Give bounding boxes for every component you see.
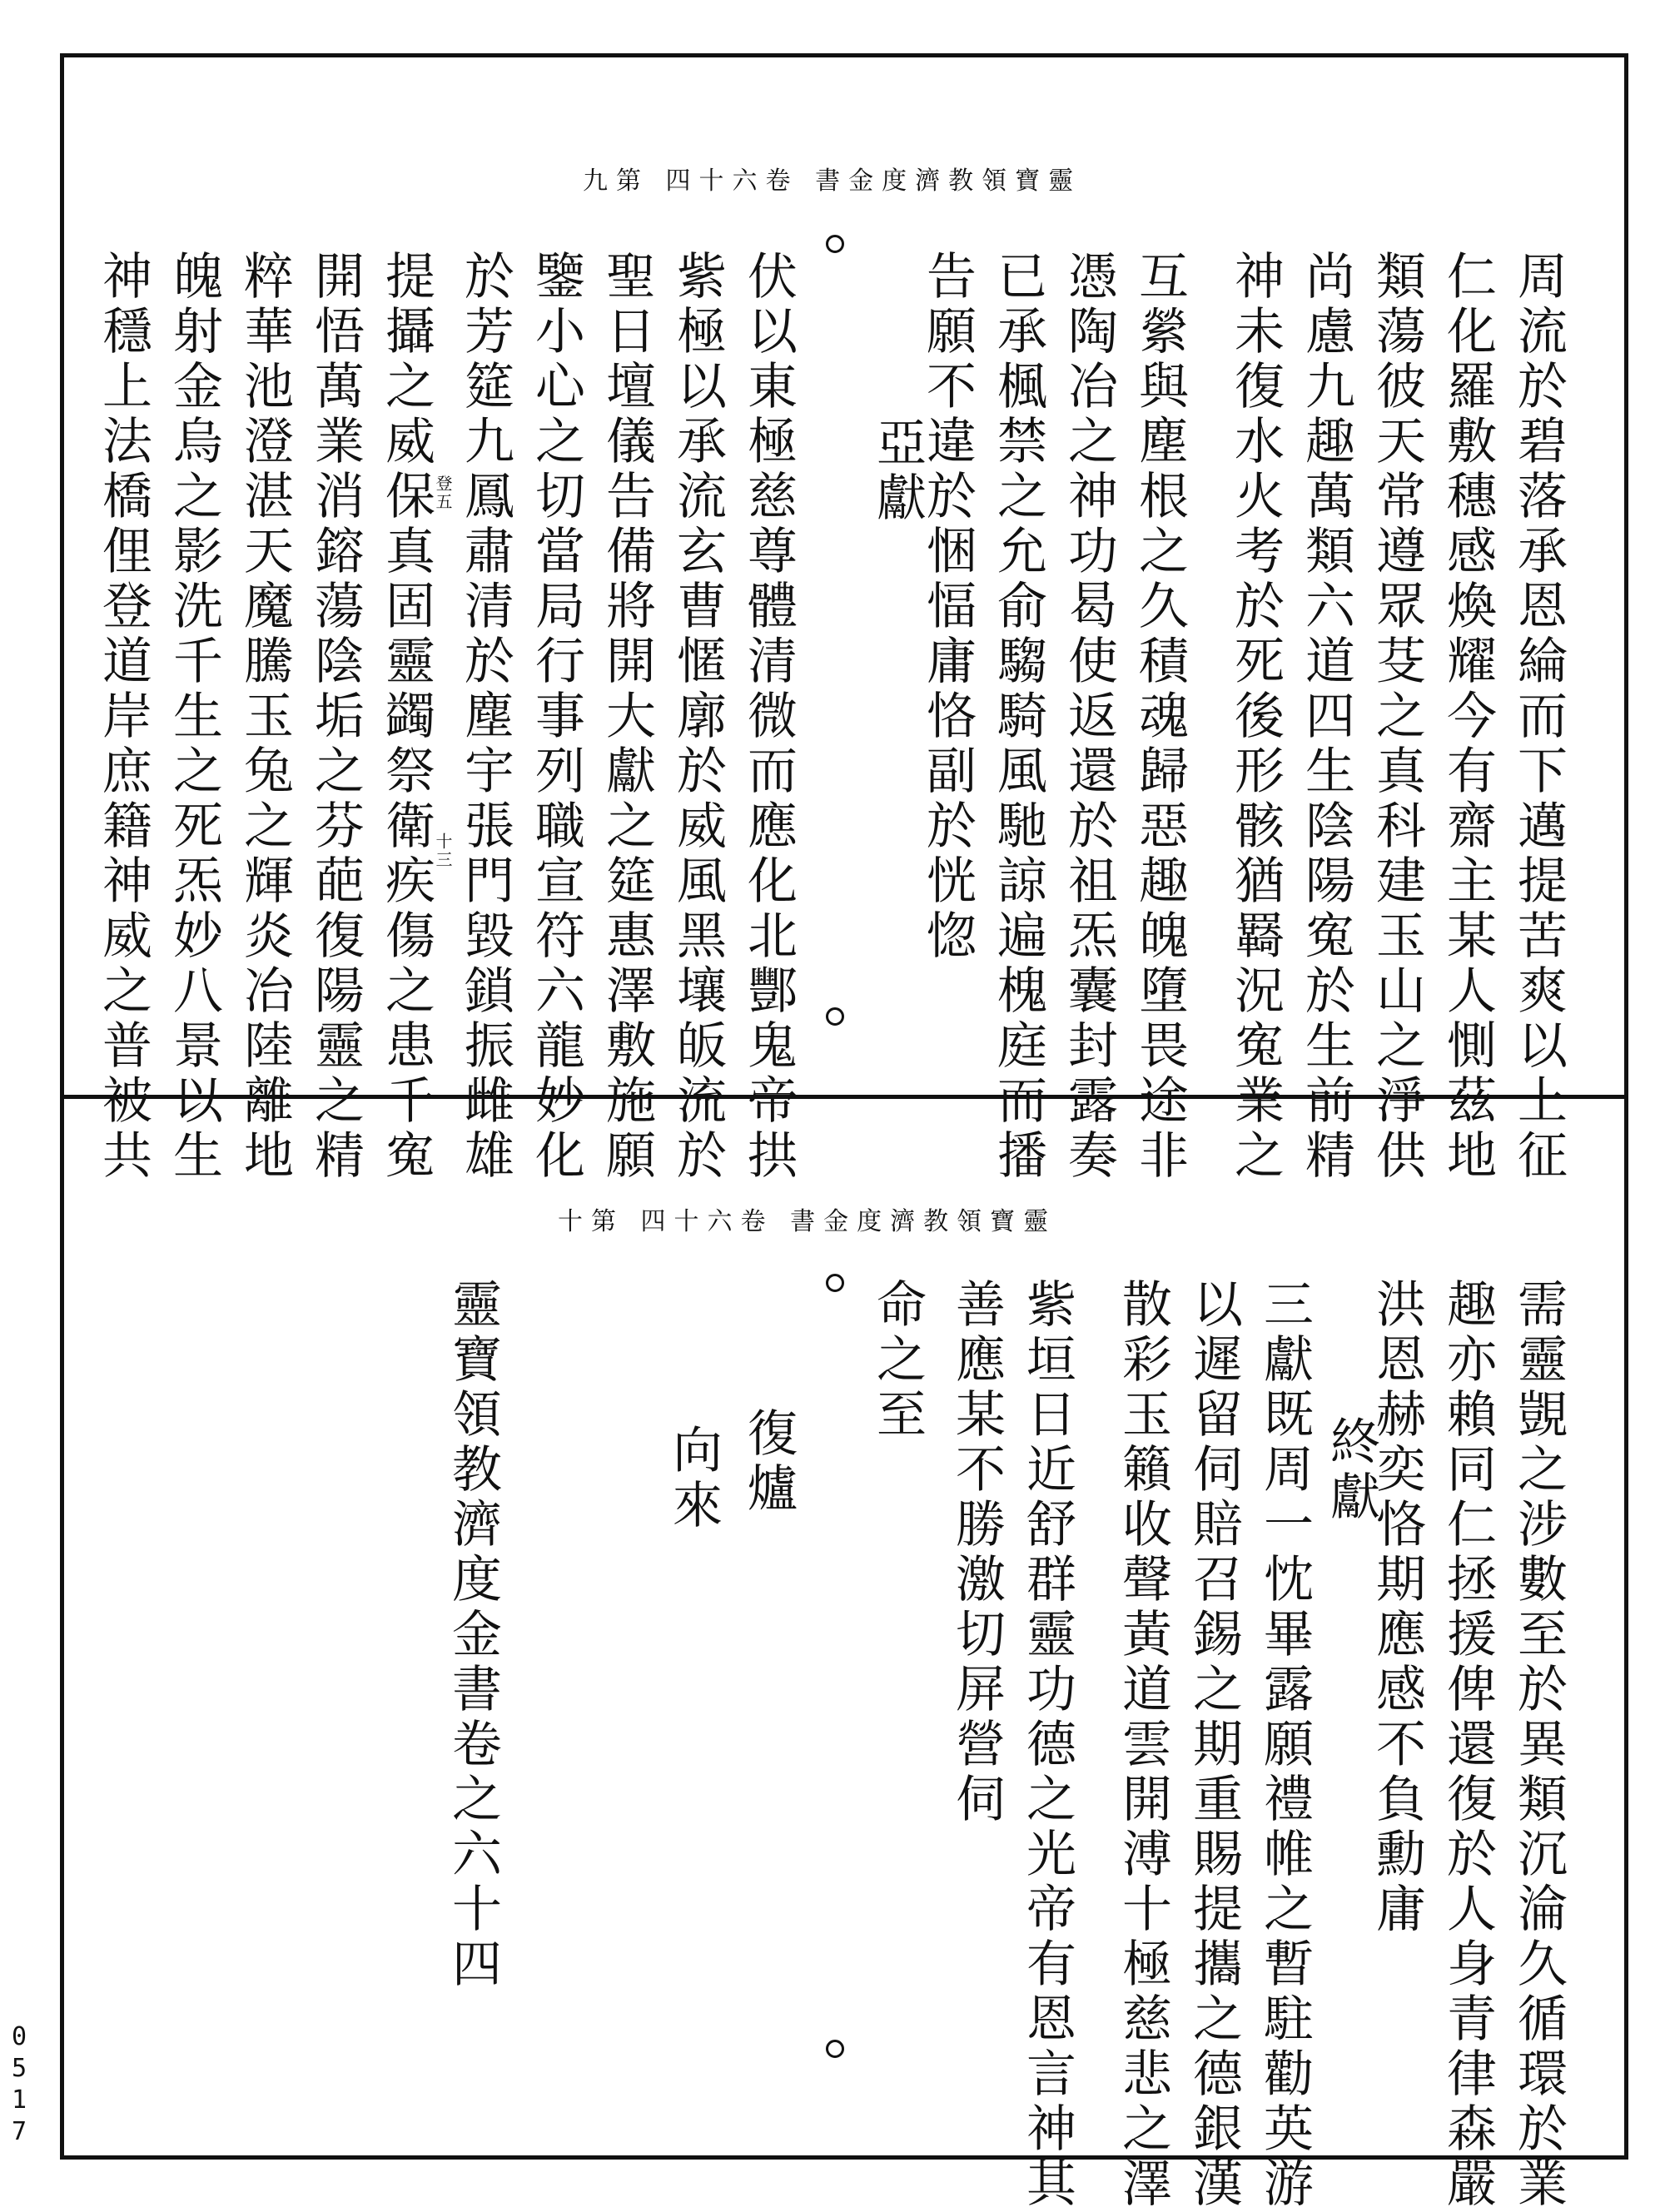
text-column: 以遲留伺賠召錫之期重賜提攜之德銀漢 [1185,1278,1243,2212]
section-heading: 亞獻 [868,416,927,526]
section-heading: 終獻 [1322,1415,1380,1525]
text-column: 類蕩彼天常遵眾芟之真科建玉山之淨供 [1368,250,1426,1184]
text-column: 提攝之威保真固靈蠲祭衛疾傷之患千寃 [377,250,435,1184]
text-column: 周流於碧落承恩綸而下邁提苦爽以上征 [1509,250,1568,1184]
text-column: 神穩上法橋俚登道岸庶籍神威之普被共 [94,250,152,1184]
text-column: 粹華池澄湛天魔騰玉兔之輝炎冶陸離地 [236,250,294,1184]
text-column: 散彩玉籟收聲黃道雲開溥十極慈悲之澤 [1114,1278,1172,2212]
text-column: 善應某不勝激切屏營伺 [947,1278,1006,1827]
ring-mark [826,1007,844,1026]
text-column: 洪恩赫奕恪期應感不負勳庸 [1368,1278,1426,1937]
page-marker: 十三 [433,833,453,869]
text-column: 已承楓禁之允俞騶騎風馳諒遍槐庭而播 [989,250,1047,1184]
text-column: 需靈覬之涉數至於異類沉淪久循環於業 [1509,1278,1568,2212]
ring-mark [826,235,844,253]
text-column: 告願不違於悃愊庸恪副於恍惚 [918,250,977,964]
top-page-header: 靈寶領教濟度金書 卷六十四 第九 [583,167,1082,196]
text-column: 互縈與塵根之久積魂歸惡趣魄墮畏途非 [1131,250,1189,1184]
text-column: 伏以東極慈尊體清微而應化北酆鬼帝拱 [739,250,798,1184]
text-column: 紫極以承流玄曹㥾廓於威風黑壤皈流於 [668,250,727,1184]
text-column: 尚慮九趣萬類六道四生陰陽寃於生前精 [1297,250,1355,1184]
text-column: 命之至 [868,1278,927,1443]
text-column: 三獻既周一忱畢露願禮帷之暫駐勸英游 [1255,1278,1314,2212]
page-number: 0 5 1 7 [11,2022,27,2146]
text-column: 鑒小心之切當局行事列職宣符六龍妙化 [527,250,585,1184]
text-column: 魄射金烏之影洗千生之死炁妙八景以生 [165,250,223,1184]
text-column: 仁化羅敷穗感煥耀今有齋主某人惻茲地 [1439,250,1497,1184]
text-column: 紫垣日近舒群靈功德之光帝有恩言神其 [1018,1278,1076,2212]
page-marker-left: 登五 [433,475,453,511]
text-column: 憑陶冶之神功曷使返還於祖炁囊封露奏 [1060,250,1118,1184]
closing-title: 靈寶領教濟度金書卷之六十四 [444,1278,502,1992]
text-column: 神未復水火考於死後形骸猶羇況寃業之 [1226,250,1285,1184]
instruction-text: 向來 [664,1424,723,1533]
ring-mark [826,1274,844,1292]
bottom-page-header: 靈寶領教濟度金書 卷六十四 第十 [558,1207,1057,1236]
text-column: 於芳筵九鳳肅清於塵宇張門毀鎖振雌雄 [456,250,514,1184]
text-column: 趣亦賴同仁拯援俾還復於人身青律森嚴 [1439,1278,1497,2212]
instruction-text: 復爐 [739,1407,798,1517]
ring-mark [826,2040,844,2058]
text-column: 聖日壇儀告備將開大獻之筵惠澤敷施願 [598,250,656,1184]
text-column: 開悟萬業消鎔蕩陰垢之芬葩復陽靈之精 [306,250,365,1184]
